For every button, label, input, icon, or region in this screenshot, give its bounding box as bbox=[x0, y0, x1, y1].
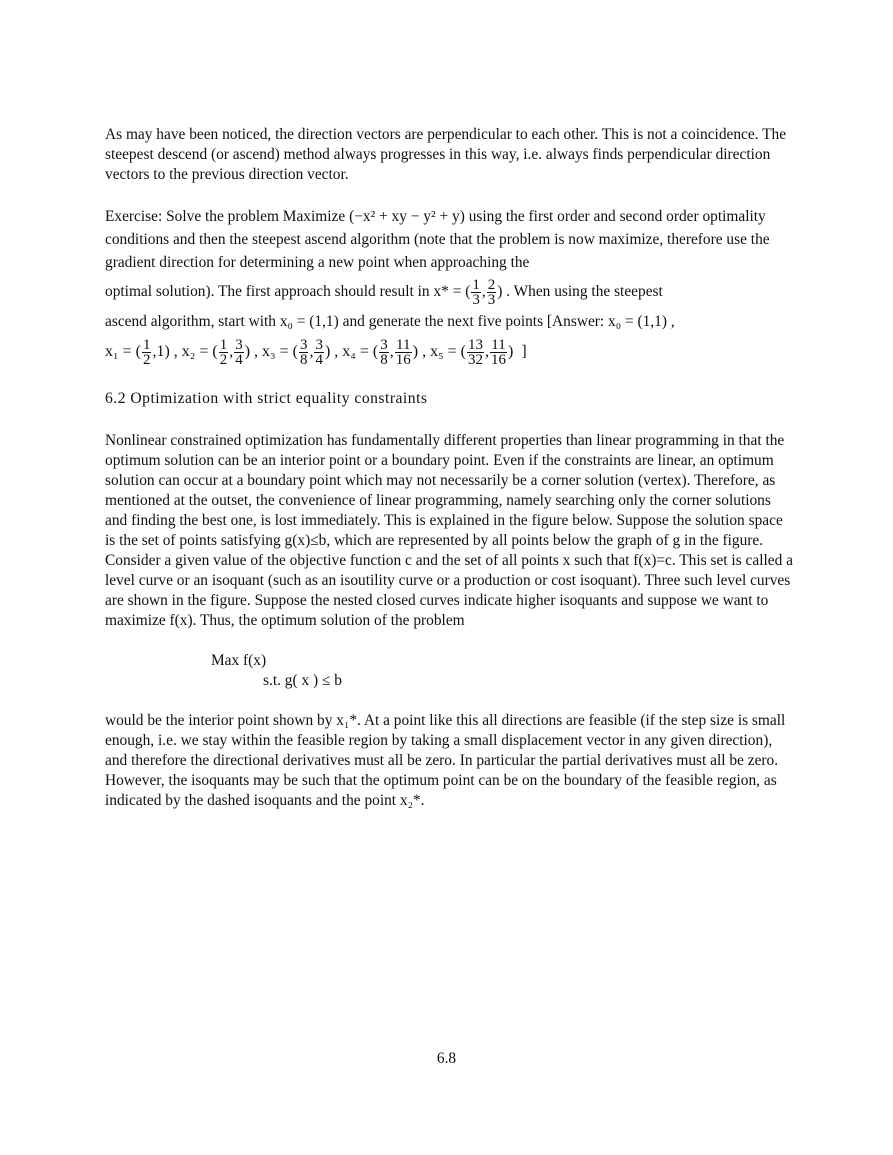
x0-expression: x₀ = (1,1) bbox=[279, 313, 339, 330]
optimal-text: optimal solution). The first approach should result in bbox=[105, 282, 430, 300]
page-number: 6.8 bbox=[436, 1050, 457, 1067]
xstar-prefix: x* = ( bbox=[433, 282, 471, 300]
paragraph-constrained-optimization: Nonlinear constrained optimization has fundamentally different properties than linear programming in that the optimum solution can be an interior point or a boundary point. Even if the constraints are linear, an optimum solution can occur at a boundary point which may not necessarily be a corner solution (vertex). Therefore, as mentioned at the outset, the convenience of linear programming, namely searching only the corner solutions and finding the best one, is lost immediately. This is explained in the figure below. Suppose the solution space is the set of points satisfying g(x)≤b, which are represented by all points below the graph of g in the figure. Consider a given value of the objective function c and the set of all points x such that f(x)=c. This set is called a level curve or an isoquant (such as an isoutility curve or a production or cost isoquant). Three such level curves are shown in the figure. Suppose the nested closed curves indicate higher isoquants and suppose we want to maximize f(x). Thus, the optimum solution of the problem bbox=[105, 432, 793, 629]
point-x3: x₃ = ( $\frac{3}{8}$ , $\frac{3}{4}$ ) , bbox=[262, 336, 339, 368]
exercise-paragraph bbox=[105, 205, 795, 274]
closing-bracket: ] bbox=[521, 343, 527, 360]
point-x2: x₂ = ( $\frac{1}{2}$ , $\frac{3}{4}$ ) , bbox=[181, 336, 259, 368]
ascend-text: ascend algorithm, start with bbox=[105, 313, 276, 330]
section-heading: 6.2 Optimization with strict equality constraints bbox=[105, 390, 428, 407]
x0-answer: x₀ = (1,1) , bbox=[608, 313, 675, 330]
ascend-line bbox=[105, 310, 795, 333]
objective-function: (−x² + xy − y² + y) bbox=[349, 208, 465, 225]
optimization-problem bbox=[211, 651, 795, 691]
point-x5: x₅ = ( $\frac{13}{32}$ , $\frac{11}{16}$ ) bbox=[430, 336, 514, 368]
point-x4: x₄ = ( $\frac{3}{8}$ , $\frac{11}{16}$ ) , bbox=[342, 336, 427, 368]
document-page bbox=[105, 125, 795, 811]
optimal-solution-line bbox=[105, 274, 795, 310]
exercise-text: using the first order and second order optimality conditions and then the steepest ascend algorithm (note that the problem is now maximize, therefore use the gradient direction for determining a new point when approaching the bbox=[105, 208, 770, 271]
fraction: $\frac{1}{3}$ bbox=[472, 276, 480, 308]
after-xstar-text: . When using the steepest bbox=[506, 282, 663, 300]
paragraph-steepest-descent: As may have been noticed, the direction vectors are perpendicular to each other. This is not a coincidence. The steepest descend (or ascend) method always progresses in this way, i.e. always finds perpendicular direction vectors to the previous direction vector. bbox=[105, 126, 787, 183]
paragraph-interior-point: would be the interior point shown by x₁*. At a point like this all directions are feasible (if the step size is small enough, i.e. we stay within the feasible region by taking a small displacement vector in any given direction), and therefore the directional derivatives must all be zero. In particular the partial derivatives must all be zero. However, the isoquants may be such that the optimum point can be on the boundary of the feasible region, as indicated by the dashed isoquants and the point x₂*. bbox=[105, 712, 786, 809]
xstar-expression: x* = ( $\frac{1}{3}$ , $\frac{2}{3}$ ) bbox=[433, 276, 507, 308]
answer-points bbox=[105, 333, 795, 371]
problem-objective: Max f(x) bbox=[211, 652, 267, 669]
point-x1: x₁ = ( $\frac{1}{2}$ ,1) , bbox=[105, 336, 178, 368]
problem-constraint: s.t. g( x ) ≤ b bbox=[263, 672, 342, 689]
fraction: $\frac{2}{3}$ bbox=[487, 276, 496, 308]
generate-text: and generate the next five points [Answer: bbox=[342, 313, 605, 330]
exercise-lead: Exercise: Solve the problem Maximize bbox=[105, 208, 346, 225]
